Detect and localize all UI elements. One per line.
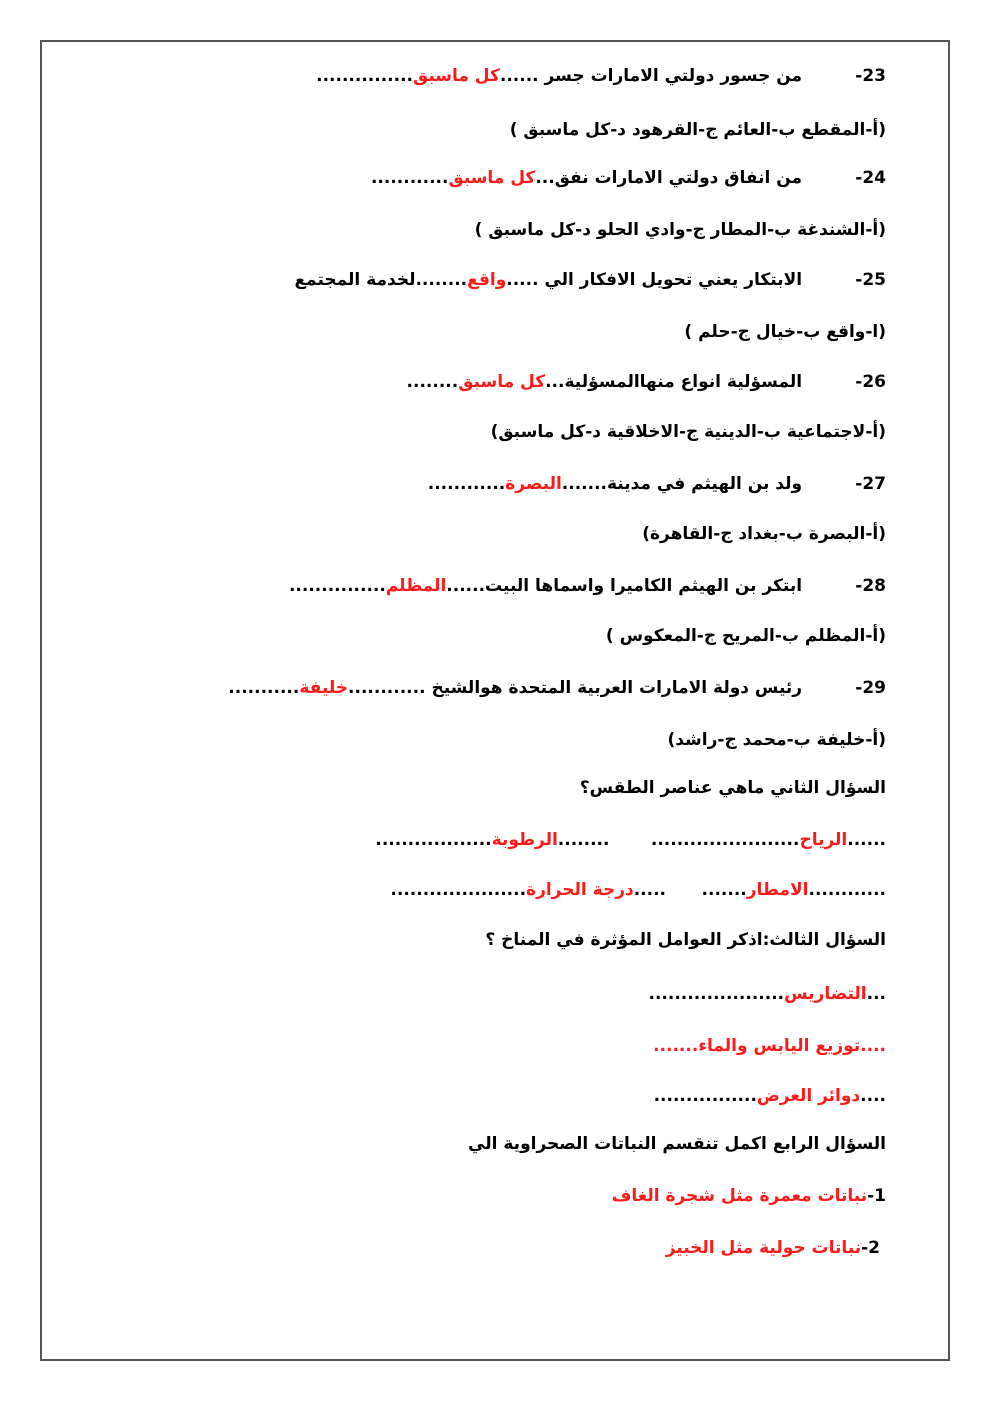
answer: البصرة [505, 474, 562, 494]
answer: كل ماسبق [448, 168, 536, 188]
q4-title: السؤال الرابع اكمل تنقسم النباتات الصحراوية الي [468, 1134, 886, 1154]
question-26 [407, 370, 886, 394]
dots: ..... [633, 880, 667, 900]
item-number: -1 [867, 1186, 886, 1206]
dots: ....... [701, 880, 747, 900]
trailing-dots: ........ [406, 372, 459, 392]
question-29 [228, 676, 886, 700]
dots: ..................... [648, 984, 785, 1004]
question-text: ابتكر بن الهيثم الكاميرا واسماها البيت...... [446, 576, 803, 596]
question-number: -28 [855, 576, 886, 596]
question-23 [316, 64, 886, 88]
question-text: من انفاق دولتي الامارات نفق... [535, 168, 803, 188]
question-number: -25 [855, 270, 886, 290]
question-29-options: (أ-خليفة ب-محمد ج-راشد) [667, 730, 886, 750]
question-number: -29 [855, 678, 886, 698]
answer: كل ماسبق [458, 372, 546, 392]
dots: ..................... [390, 880, 527, 900]
dots: .... [860, 1086, 886, 1106]
dots: ........ [557, 830, 610, 850]
question-number: -27 [855, 474, 886, 494]
dots: ...... [847, 830, 886, 850]
q3-title: السؤال الثالث:اذكر العوامل المؤثرة في المناخ ؟ [485, 930, 886, 950]
question-24 [371, 166, 886, 190]
question-text: ولد بن الهيثم في مدينة....... [561, 474, 803, 494]
dots: ....................... [650, 830, 800, 850]
answer: الامطار [746, 880, 809, 900]
answer: خليفة [299, 678, 349, 698]
question-28 [289, 574, 886, 598]
trailing-dots: ............ [427, 474, 506, 494]
question-number: -24 [855, 168, 886, 188]
answer: واقع [467, 270, 507, 290]
q2-row-2 [390, 878, 886, 902]
answer: درجة الحرارة [526, 880, 634, 900]
dots: .................. [375, 830, 492, 850]
question-text: المسؤلية انواع منهاالمسؤلية... [545, 372, 803, 392]
question-number: -26 [855, 372, 886, 392]
gap [609, 830, 650, 850]
answer: توزيع اليابس والماء [698, 1036, 861, 1056]
dots: ................ [653, 1086, 757, 1106]
trailing-dots: ............... [288, 576, 386, 596]
trailing-dots: ............... [316, 66, 413, 86]
q3-item-2 [653, 1034, 886, 1058]
q2-row-1 [375, 828, 886, 852]
question-26-options: (أ-لاجتماعية ب-الدينية ج-الاخلاقية د-كل ماسبق) [490, 422, 886, 442]
trailing-dots: ........... [228, 678, 300, 698]
dots: .... [860, 1036, 886, 1056]
question-25-options: (ا-واقع ب-خيال ج-حلم ) [684, 322, 886, 342]
answer: الرياح [799, 830, 848, 850]
gap [666, 880, 702, 900]
answer: دوائر العرض [756, 1086, 861, 1106]
q4-item-1 [612, 1184, 886, 1208]
item-number: -2 [861, 1238, 880, 1258]
answer: الرطوبة [491, 830, 558, 850]
dots: ............ [808, 880, 886, 900]
question-text: من جسور دولتي الامارات جسر ...... [499, 66, 803, 86]
question-text: الابتكار يعني تحويل الافكار الي ..... [506, 270, 803, 290]
question-27-options: (أ-البصرة ب-بغداد ج-القاهرة) [642, 524, 886, 544]
dots: ....... [653, 1036, 699, 1056]
question-27 [428, 472, 886, 496]
q2-title: السؤال الثاني ماهي عناصر الطقس؟ [579, 778, 886, 798]
q3-item-3 [654, 1084, 886, 1108]
answer: نباتات حولية مثل الخبيز [665, 1238, 862, 1258]
question-text: رئيس دولة الامارات العربية المتحدة هوالشيخ ............ [348, 678, 803, 698]
answer: التضاريس [784, 984, 867, 1004]
question-23-options: (أ-المقطع ب-العائم ج-القرهود د-كل ماسبق ) [509, 120, 886, 140]
q4-item-2 [666, 1236, 880, 1260]
dots: ... [866, 984, 886, 1004]
question-24-options: (أ-الشندغة ب-المطار ج-وادي الحلو د-كل ماسبق ) [474, 220, 886, 240]
answer: كل ماسبق [413, 66, 500, 86]
trailing-text: ........لخدمة المجتمع [294, 270, 468, 290]
answer: نباتات معمرة مثل شجرة الغاف [611, 1186, 868, 1206]
answer: المظلم [385, 576, 447, 596]
question-25 [294, 268, 886, 292]
q3-item-1 [649, 982, 887, 1006]
question-28-options: (أ-المظلم ب-المريح ج-المعكوس ) [605, 626, 886, 646]
question-number: -23 [855, 66, 886, 86]
trailing-dots: ............ [370, 168, 449, 188]
